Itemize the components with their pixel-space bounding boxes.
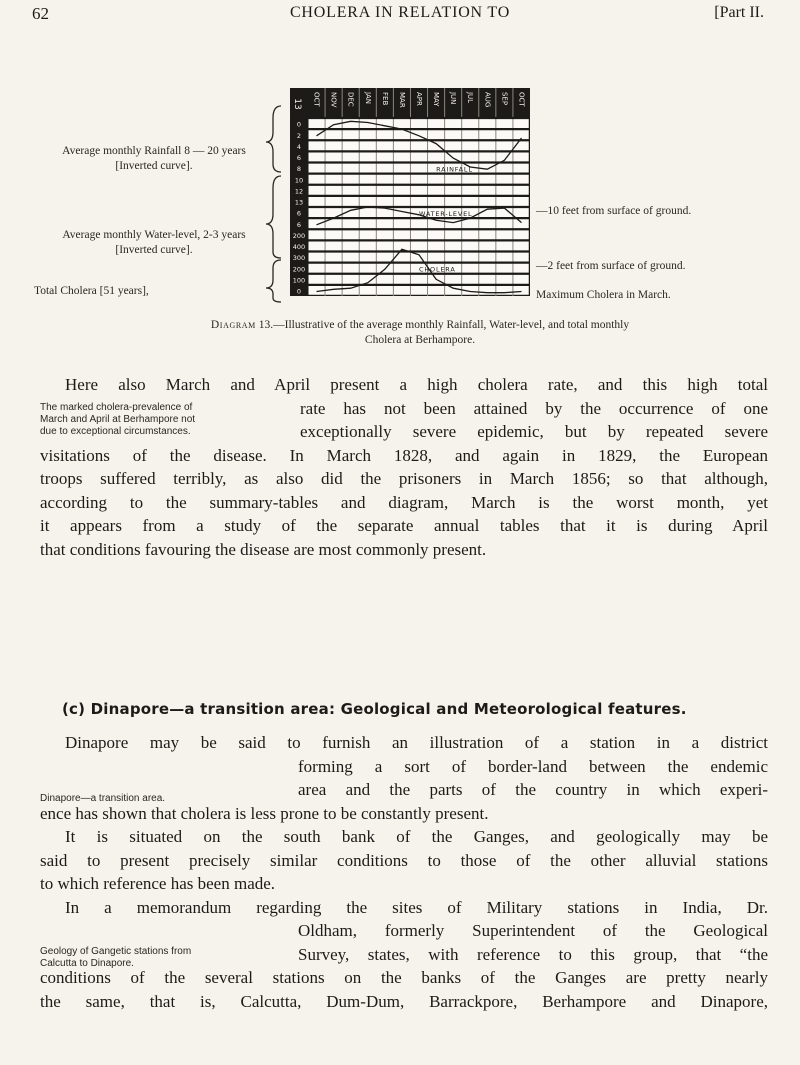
- month-label-feb: FEB: [380, 92, 389, 106]
- water-level-label: Average monthly Water-level, 2-3 years [Inverted curve].: [62, 229, 246, 256]
- corner-label: 13: [292, 98, 302, 110]
- row-label: 10: [294, 176, 304, 185]
- margin-note-cholera-prevalence: The marked cholera-prevalence of March and April at Berhampore not due to exceptional circumstances.: [40, 402, 196, 437]
- row-label: 200: [292, 231, 306, 240]
- page-number: 62: [32, 4, 49, 23]
- brace-rainfall: [266, 106, 281, 172]
- brace-water: [266, 176, 281, 258]
- month-label-jul: JUL: [466, 92, 475, 104]
- part-label: [Part II.: [714, 4, 764, 21]
- row-label: 6: [296, 154, 302, 162]
- row-label: 300: [292, 254, 306, 263]
- brace-cholera: [266, 260, 281, 302]
- month-label-oct: OCT: [312, 92, 321, 107]
- row-label: 0: [296, 120, 302, 129]
- month-label-nov: NOV: [329, 92, 338, 108]
- month-label-dec: DEC: [346, 92, 355, 107]
- paragraph-dinapore: Dinapore may be said to furnish an illustration of a station in a district forming a sort of border-land between the endemic area and the parts of the country in which experi- ence has shown that cholera is less prone to be constantly present. It is situated on the south bank of the Ganges, and geologically may be said to present precisely similar conditions to those of the other alluvial stations to which reference has been made. In a memorandum regarding the sites of Military stations in India, Dr. Oldham, formerly Superintendent of the Geological Survey, states, with reference to this group, that “the conditions of the several stations on the banks of the Ganges are pretty nearly the same, that is, Calcutta, Dum-Dum, Barrackpore, Berhampore and Dinapore,: [40, 733, 768, 1011]
- month-label-oct: OCT: [517, 92, 526, 107]
- month-label-may: MAY: [432, 92, 441, 107]
- water-level-curve-label: WATER-LEVEL: [419, 209, 473, 218]
- row-label: 200: [292, 265, 306, 274]
- row-label: 13: [294, 198, 304, 207]
- month-label-mar: MAR: [397, 92, 406, 108]
- row-label: 400: [292, 243, 306, 251]
- month-label-jun: JUN: [449, 92, 458, 105]
- row-label: 6: [296, 220, 302, 229]
- cholera-label: Total Cholera [51 years],: [34, 285, 149, 297]
- row-label: 100: [292, 276, 306, 285]
- two-feet-label: —2 feet from surface of ground.: [536, 260, 686, 272]
- rainfall-curve-label: RAINFALL: [436, 165, 473, 174]
- month-label-apr: APR: [415, 92, 423, 106]
- figure-caption: Diagram 13.—Illustrative of the average monthly Rainfall, Water-level, and total monthly Cholera at Berhampore.: [210, 319, 630, 346]
- row-label: 0: [296, 287, 302, 296]
- ten-feet-label: —10 feet from surface of ground.: [536, 205, 692, 217]
- margin-note-geology: Geology of Gangetic stations from Calcutta to Dinapore.: [40, 946, 192, 969]
- row-label: 12: [294, 187, 304, 196]
- month-label-aug: AUG: [483, 92, 492, 108]
- diagram-13: [0, 84, 800, 304]
- row-label: 8: [296, 165, 302, 174]
- rainfall-label: Average monthly Rainfall 8 — 20 years [Inverted curve].: [62, 145, 246, 172]
- margin-note-dinapore: Dinapore—a transition area.: [40, 793, 166, 804]
- max-cholera-label: Maximum Cholera in March.: [536, 289, 671, 301]
- month-label-sep: SEP: [500, 92, 509, 106]
- diagram-chart: [290, 88, 530, 296]
- row-label: 2: [296, 131, 302, 140]
- paragraph-march-april: Here also March and April present a high cholera rate, and this high total rate has not been attained by the occurrence of one exceptionally severe epidemic, but by repeated severe visitations of the disease. In March 1828, and again in 1829, the European troops suffered terribly, as also did the prisoners in March 1856; so that although, according to the summary-tables and diagram, March is the worst month, yet it appears from a study of the separate annual tables that it is during April that conditions favouring the disease are most commonly present.: [40, 375, 768, 559]
- section-heading: (c) Dinapore—a transition area: Geological and Meteorological features.: [62, 700, 687, 718]
- month-label-jan: JAN: [363, 92, 372, 104]
- row-label: 4: [296, 142, 302, 151]
- cholera-curve-label: CHOLERA: [419, 265, 456, 274]
- running-head: CHOLERA IN RELATION TO: [289, 4, 511, 21]
- row-label: 6: [296, 209, 302, 218]
